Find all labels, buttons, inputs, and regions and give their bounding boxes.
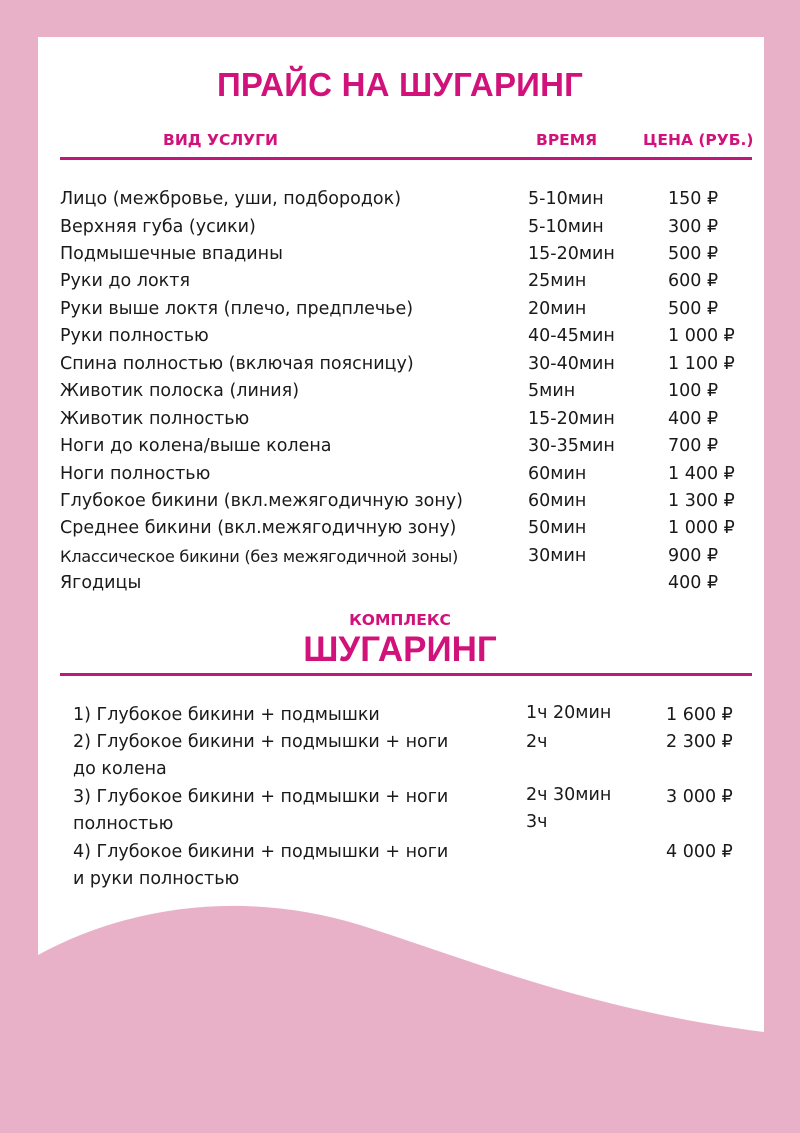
complex-item [0,839,800,893]
service-price: 1 400 ₽ [668,464,735,484]
complex-item-time: 2ч 30мин [526,785,612,805]
service-time: 20мин [528,299,587,319]
complex-item-time: 1ч 20мин [526,703,612,723]
service-row [0,323,800,350]
service-time: 30-40мин [528,354,615,374]
service-row [0,543,800,570]
complex-item [0,729,800,783]
service-price: 1 100 ₽ [668,354,735,374]
service-price: 300 ₽ [668,217,719,237]
service-row [0,570,800,597]
service-row [0,488,800,515]
service-price: 500 ₽ [668,299,719,319]
service-price: 400 ₽ [668,409,719,429]
service-price: 1 000 ₽ [668,326,735,346]
complex-item-time: 2ч [526,732,548,752]
service-row [0,241,800,268]
service-price: 1 000 ₽ [668,518,735,538]
service-price: 600 ₽ [668,271,719,291]
service-row [0,186,800,213]
complex-divider [60,673,752,676]
complex-title: ШУГАРИНГ [303,630,497,669]
service-row [0,406,800,433]
service-name: Лицо (межбровье, уши, подбородок) [60,189,402,209]
service-time: 40-45мин [528,326,615,346]
service-row [0,461,800,488]
service-name: Спина полностью (включая поясницу) [60,354,414,374]
service-name: Среднее бикини (вкл.межягодичную зону) [60,518,457,538]
complex-item-price: 4 000 ₽ [666,842,733,862]
service-time: 30мин [528,546,587,566]
complex-label: КОМПЛЕКС [349,611,451,629]
complex-item-text-continued: полностью [73,814,174,834]
service-price: 900 ₽ [668,546,719,566]
service-time: 5мин [528,381,576,401]
complex-item-text: 2) Глубокое бикини + подмышки + ноги [73,732,449,752]
service-time: 5-10мин [528,217,604,237]
service-row [0,296,800,323]
service-time: 50мин [528,518,587,538]
service-name: Руки до локтя [60,271,190,291]
complex-item [0,702,800,729]
complex-item-price: 1 600 ₽ [666,705,733,725]
service-name: Животик полностью [60,409,250,429]
complex-item-text: 3) Глубокое бикини + подмышки + ноги [73,787,449,807]
complex-item [0,784,800,838]
page-title: ПРАЙС НА ШУГАРИНГ [216,66,584,103]
complex-item-text-continued: и руки полностью [73,869,240,889]
complex-item-text-continued: до колена [73,759,167,779]
service-name: Ягодицы [60,573,142,593]
column-header-price: ЦЕНА (РУБ.) [643,131,754,149]
service-name: Руки выше локтя (плечо, предплечье) [60,299,414,319]
service-time: 15-20мин [528,244,615,264]
service-price: 150 ₽ [668,189,719,209]
service-name: Верхняя губа (усики) [60,217,256,237]
complex-item-text: 4) Глубокое бикини + подмышки + ноги [73,842,449,862]
service-time: 15-20мин [528,409,615,429]
service-name: Ноги полностью [60,464,211,484]
service-name: Глубокое бикини (вкл.межягодичную зону) [60,491,463,511]
service-row [0,268,800,295]
service-time: 60мин [528,464,587,484]
service-price: 100 ₽ [668,381,719,401]
service-row [0,433,800,460]
column-header-time: ВРЕМЯ [536,131,598,149]
complex-item-time-alt: 3ч [526,812,548,832]
header-divider [60,157,752,160]
service-row [0,214,800,241]
column-header-service: ВИД УСЛУГИ [163,131,278,149]
service-name: Руки полностью [60,326,209,346]
service-name: Классическое бикини (без межягодичной зоны) [60,547,458,566]
service-price: 700 ₽ [668,436,719,456]
service-row [0,515,800,542]
service-time: 30-35мин [528,436,615,456]
service-row [0,351,800,378]
service-time: 60мин [528,491,587,511]
service-price: 400 ₽ [668,573,719,593]
service-price: 1 300 ₽ [668,491,735,511]
complex-item-price: 2 300 ₽ [666,732,733,752]
service-time: 25мин [528,271,587,291]
service-name: Подмышечные впадины [60,244,283,264]
complex-item-price: 3 000 ₽ [666,787,733,807]
service-row [0,378,800,405]
complex-item-text: 1) Глубокое бикини + подмышки [73,705,380,725]
service-name: Животик полоска (линия) [60,381,300,401]
service-time: 5-10мин [528,189,604,209]
service-price: 500 ₽ [668,244,719,264]
service-name: Ноги до колена/выше колена [60,436,332,456]
